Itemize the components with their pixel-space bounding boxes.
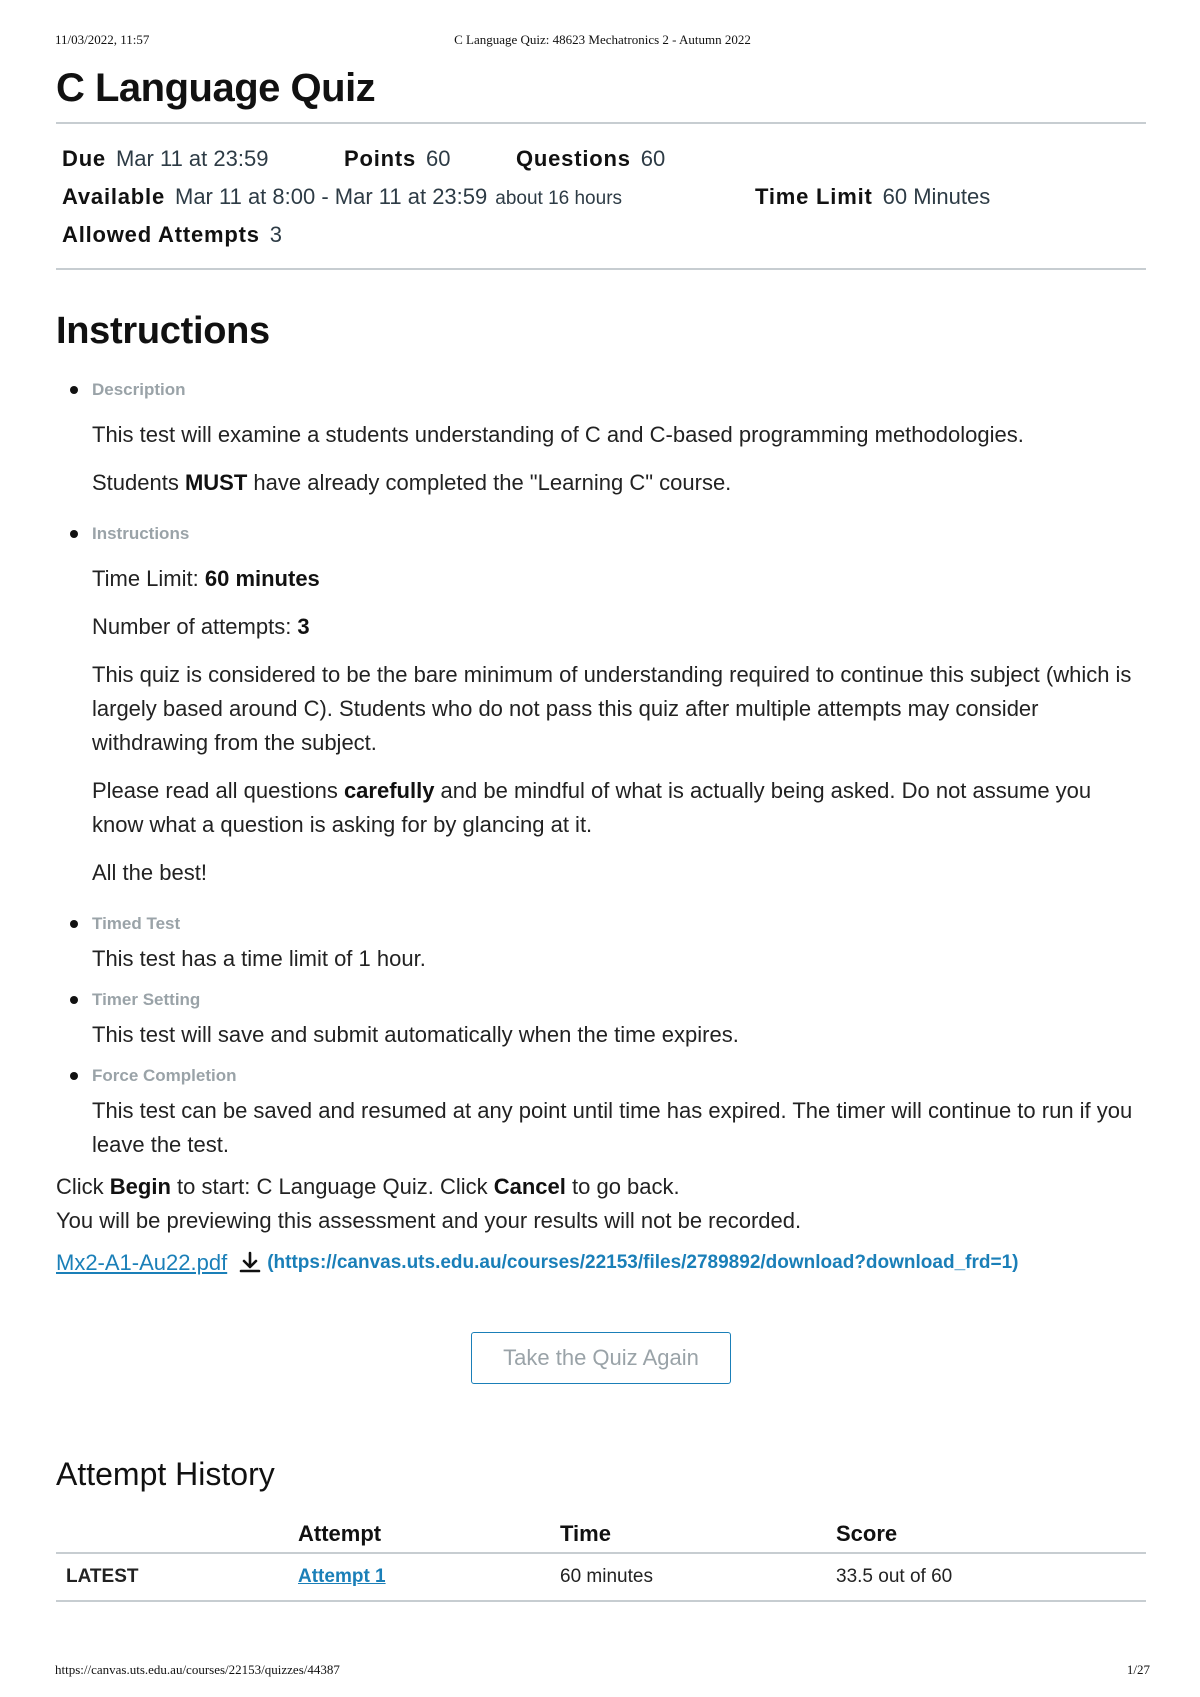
questions-label: Questions — [516, 146, 631, 171]
attempt-score: 33.5 out of 60 — [836, 1553, 1146, 1601]
timer-setting-text: This test will save and submit automatically when the time expires. — [92, 1022, 739, 1047]
table-header-row — [56, 1516, 1146, 1553]
attempt-link[interactable]: Attempt 1 — [298, 1566, 386, 1587]
time-limit-text: Time Limit: 60 minutes — [92, 566, 320, 591]
available-field — [62, 184, 755, 210]
due-field — [62, 146, 344, 172]
time-limit-field — [755, 184, 990, 210]
details-row-3 — [62, 216, 1146, 254]
attempt-history-table — [56, 1516, 1146, 1602]
time-limit-label: Time Limit — [755, 184, 873, 209]
description-text: This test will examine a students understanding of C and C-based programming methodologies. — [92, 422, 1024, 447]
bullet-icon — [70, 996, 78, 1004]
timed-test-text: This test has a time limit of 1 hour. — [92, 946, 426, 971]
minimum-understanding-text: This quiz is considered to be the bare minimum of understanding required to continue this subject (which is largely based around C). Students who do not pass this quiz after multiple attempts may consider withdrawing from the subject. — [92, 662, 1132, 755]
section-heading: Description — [92, 380, 186, 399]
page-number: 1/27 — [1126, 1662, 1150, 1677]
available-value: Mar 11 at 8:00 - Mar 11 at 23:59 — [175, 184, 488, 209]
column-header: Score — [836, 1516, 1146, 1553]
allowed-attempts-field — [62, 222, 282, 248]
points-value: 60 — [426, 146, 451, 171]
quiz-page — [56, 62, 1146, 1602]
preview-notice: You will be previewing this assessment and your results will not be recorded. — [56, 1208, 802, 1233]
available-label: Available — [62, 184, 165, 209]
points-field — [344, 146, 516, 172]
begin-cancel-text: Click Begin to start: C Language Quiz. Click Cancel to go back. — [56, 1174, 680, 1199]
print-footer — [55, 1662, 1150, 1680]
force-completion-text: This test can be saved and resumed at any point until time has expired. The timer will continue to run if you leave the test. — [92, 1098, 1133, 1157]
section-heading: Force Completion — [92, 1066, 237, 1085]
questions-field — [516, 146, 665, 172]
attachment-url[interactable]: (https://canvas.uts.edu.au/courses/22153/files/2789892/download?download_frd=1) — [267, 1252, 1019, 1273]
attachment-link[interactable]: Mx2-A1-Au22.pdf — [56, 1250, 228, 1275]
points-label: Points — [344, 146, 417, 171]
section-heading: Instructions — [92, 524, 190, 543]
latest-label: LATEST — [56, 1553, 298, 1601]
prerequisite-text: Students MUST have already completed the "Learning C" course. — [92, 470, 732, 495]
list-item-force-completion — [56, 1062, 1146, 1162]
details-row-2 — [62, 178, 1146, 216]
table-row — [56, 1553, 1146, 1601]
bullet-icon — [70, 530, 78, 538]
all-the-best-text: All the best! — [92, 860, 207, 885]
attachment-line — [56, 1250, 1146, 1276]
quiz-details — [56, 124, 1146, 268]
details-row-1 — [62, 140, 1146, 178]
download-icon[interactable] — [237, 1250, 263, 1276]
print-header — [55, 32, 1150, 50]
bullet-icon — [70, 1072, 78, 1080]
section-heading: Timer Setting — [92, 990, 201, 1009]
section-heading: Timed Test — [92, 914, 181, 933]
print-url: https://canvas.uts.edu.au/courses/22153/quizzes/44387 — [55, 1662, 340, 1677]
available-duration: about 16 hours — [495, 188, 623, 209]
quiz-title: C Language Quiz — [56, 66, 376, 110]
attempt-history-title: Attempt History — [56, 1456, 275, 1492]
read-carefully-text: Please read all questions carefully and be mindful of what is actually being asked. Do not assume you know what a question is asking for by glancing at it. — [92, 778, 1092, 837]
attempts-text: Number of attempts: 3 — [92, 614, 310, 639]
column-header — [56, 1516, 298, 1553]
due-value: Mar 11 at 23:59 — [115, 146, 269, 171]
due-label: Due — [62, 146, 106, 171]
button-area — [56, 1332, 1146, 1386]
list-item-timer-setting — [56, 986, 1146, 1052]
bullet-icon — [70, 920, 78, 928]
instructions-title: Instructions — [56, 310, 270, 352]
instructions-list — [56, 376, 1146, 1162]
take-quiz-again-button[interactable]: Take the Quiz Again — [471, 1332, 731, 1384]
list-item-description — [56, 376, 1146, 500]
divider — [56, 268, 1146, 270]
allowed-attempts-value: 3 — [269, 222, 283, 247]
bullet-icon — [70, 386, 78, 394]
print-doc-title: C Language Quiz: 48623 Mechatronics 2 - Autumn 2022 — [454, 32, 751, 47]
allowed-attempts-label: Allowed Attempts — [62, 222, 260, 247]
questions-value: 60 — [640, 146, 666, 171]
column-header: Time — [560, 1516, 836, 1553]
list-item-instructions — [56, 520, 1146, 890]
print-timestamp: 11/03/2022, 11:57 — [55, 32, 150, 47]
attempt-time: 60 minutes — [560, 1553, 836, 1601]
time-limit-value: 60 Minutes — [882, 184, 991, 209]
list-item-timed-test — [56, 910, 1146, 976]
column-header: Attempt — [298, 1516, 560, 1553]
